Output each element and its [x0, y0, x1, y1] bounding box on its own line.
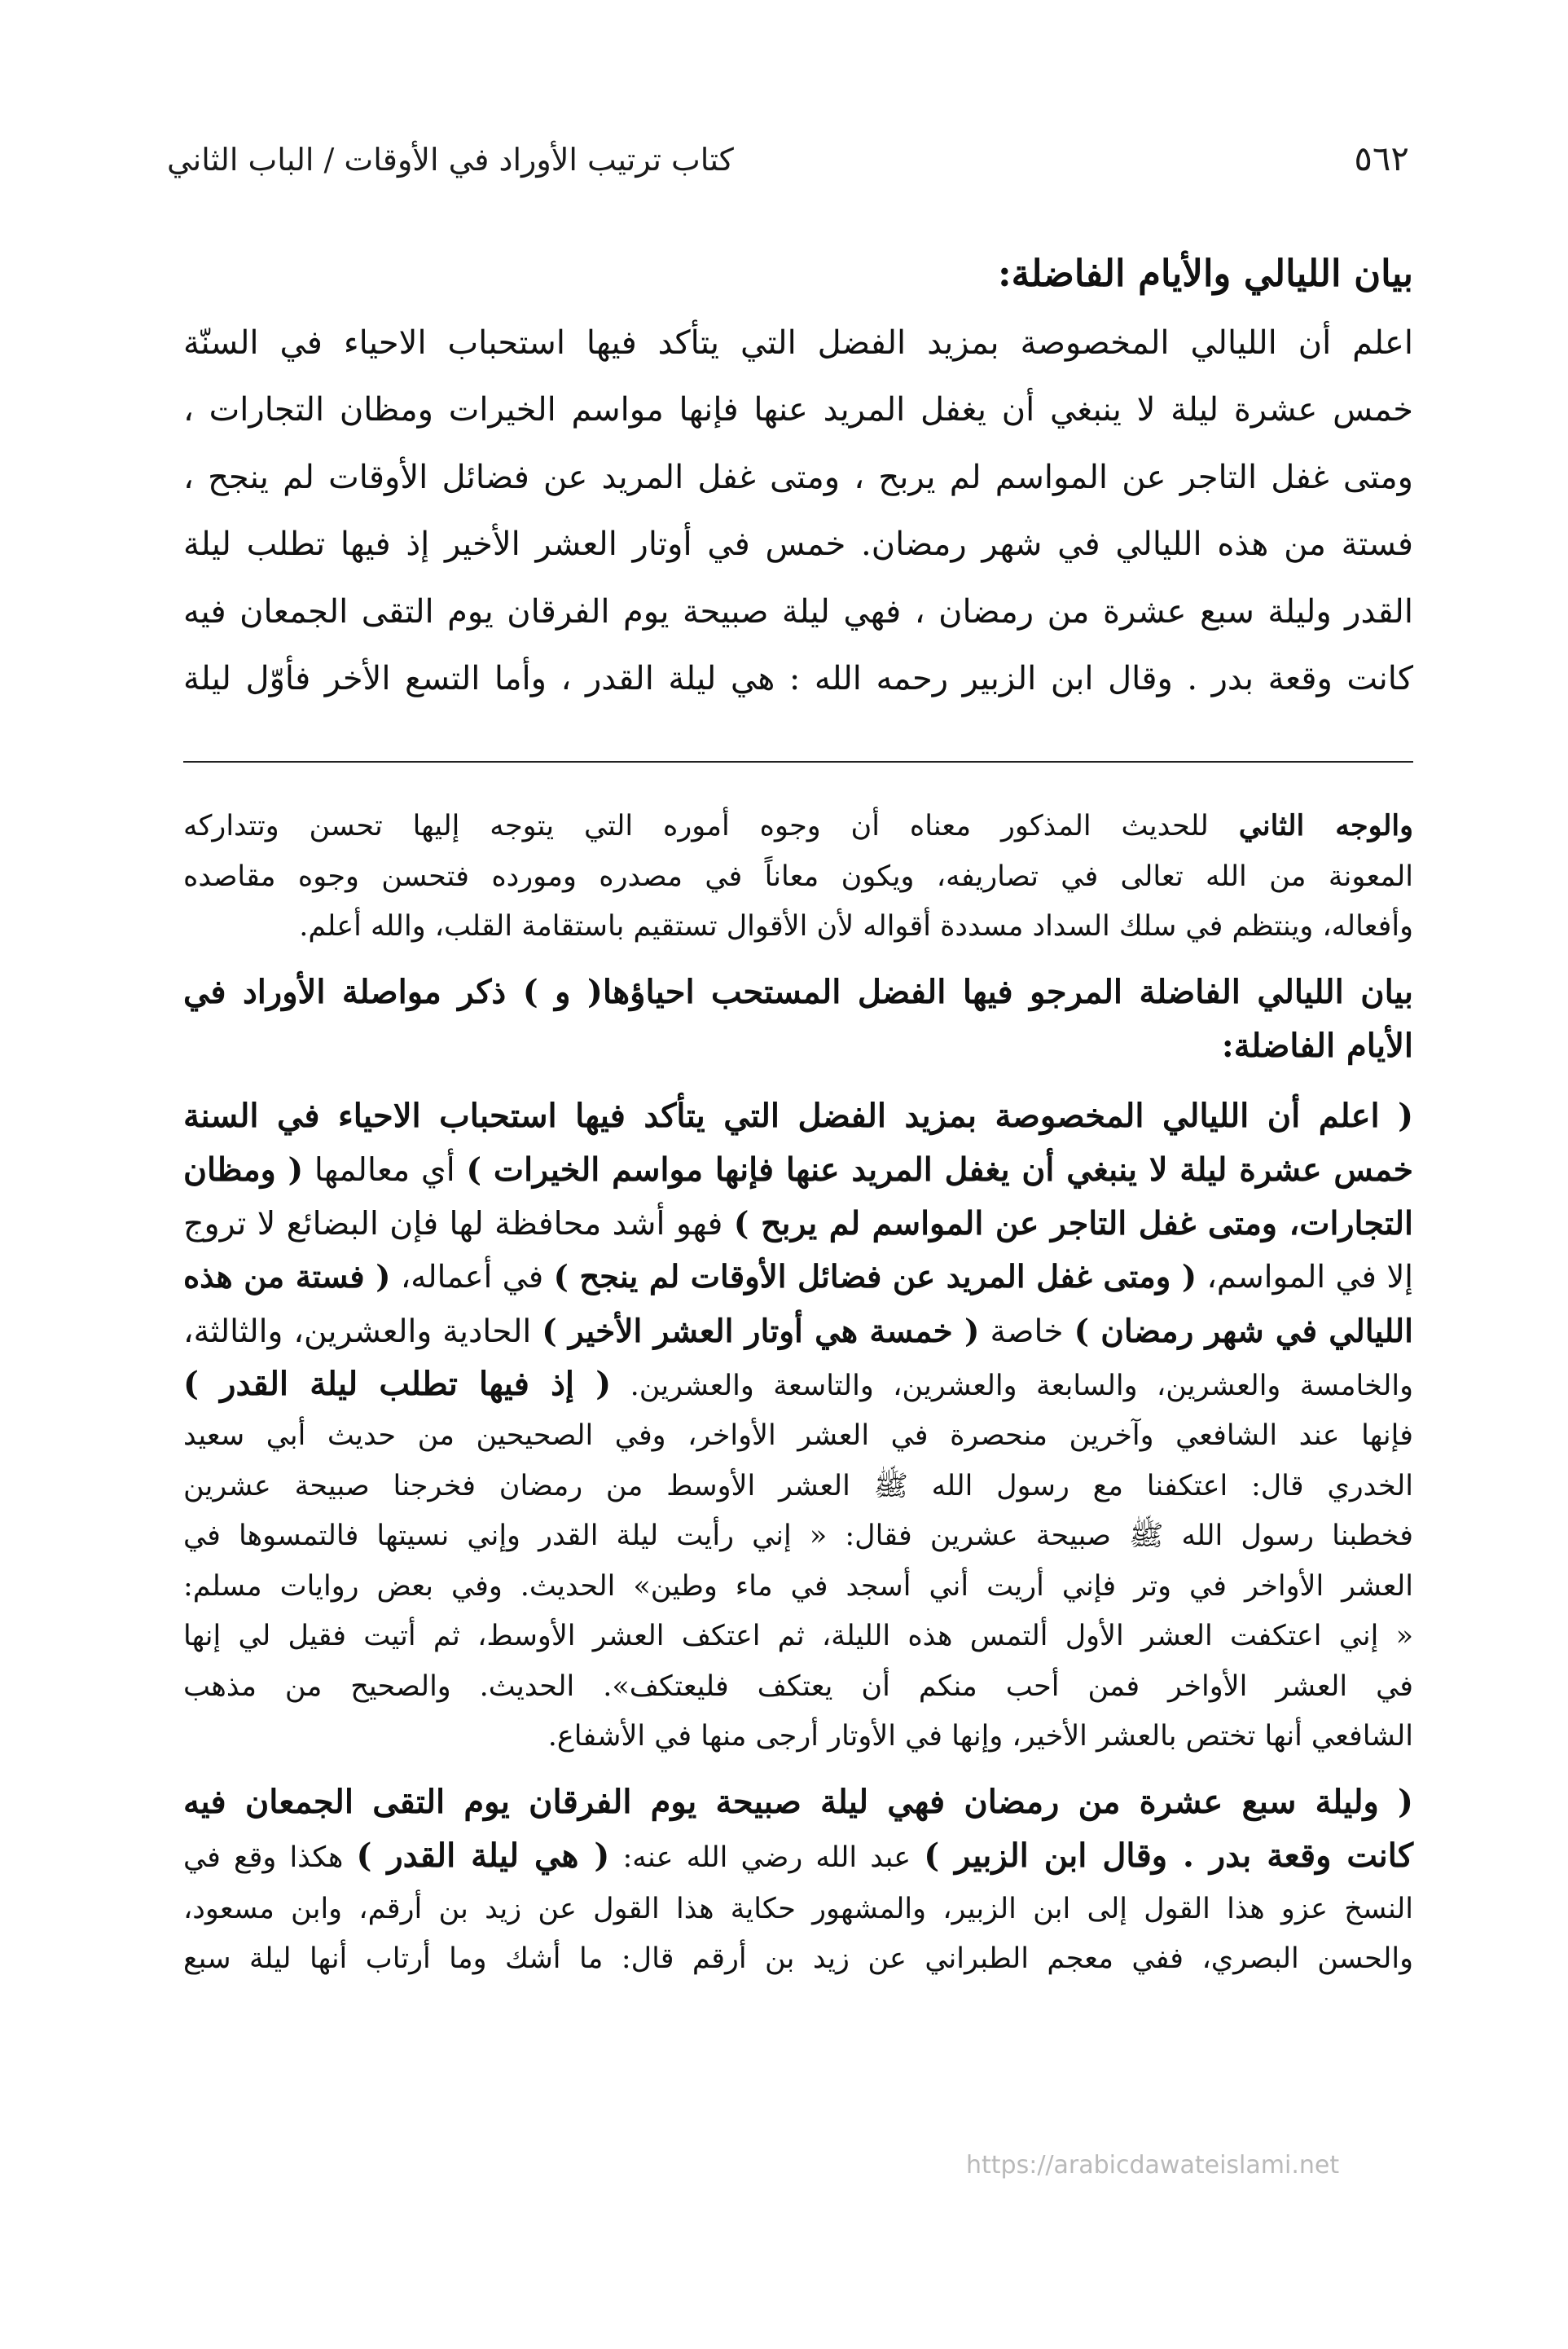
commentary-heading: الأيام الفاضلة:	[1221, 1026, 1413, 1065]
main-text-line: كانت وقعة بدر . وقال ابن الزبير رحمه الله : هي ليلة القدر ، وأما التسع الأخر فأوّل ليلة	[183, 660, 1413, 697]
commentary-line: في العشر الأواخر فمن أحب منكم أن يعتكف فليعتكف». الحديث. والصحيح من مذهب	[183, 1669, 1413, 1703]
commentary-text: هكذا وقع في	[183, 1841, 357, 1874]
commentary-text: في أعماله،	[390, 1258, 554, 1295]
commentary-line: والحسن البصري، ففي معجم الطبراني عن زيد بن أرقم قال: ما أشك وما أرتاب أنها ليلة سبع	[183, 1942, 1413, 1975]
quoted-text: ( إذ فيها تطلب ليلة القدر )	[183, 1364, 612, 1403]
commentary	[183, 801, 1413, 1985]
section-heading: بيان الليالي والأيام الفاضلة:	[997, 252, 1413, 295]
commentary-line: النسخ عزو هذا القول إلى ابن الزبير، والمشهور حكاية هذا القول عن زيد بن أرقم، وابن مسعود،	[183, 1892, 1413, 1925]
commentary-text: خاصة	[979, 1313, 1074, 1350]
commentary-line	[183, 1304, 1413, 1359]
commentary-line	[183, 801, 1413, 852]
section-divider	[183, 761, 1413, 763]
commentary-line	[183, 1251, 1413, 1304]
spacer	[183, 952, 1413, 966]
page-number: ٥٦٢	[1354, 138, 1409, 178]
commentary-line	[183, 1359, 1413, 1412]
main-text-line: اعلم أن الليالي المخصوصة بمزيد الفضل التي يتأكد فيها استحباب الاحياء في السنّة	[183, 323, 1413, 362]
running-title: كتاب ترتيب الأوراد في الأوقات / الباب الثاني	[167, 142, 734, 178]
lead-phrase: والوجه الثاني	[1238, 809, 1413, 842]
commentary-text: والخامسة والعشرين، والسابعة والعشرين، والتاسعة والعشرين.	[611, 1369, 1414, 1402]
commentary-line: ( اعلم أن الليالي المخصوصة بمزيد الفضل التي يتأكد فيها استحباب الاحياء في السنة	[183, 1096, 1414, 1135]
commentary-line: فإنها عند الشافعي وآخرين منحصرة في العشر الأواخر، وفي الصحيحين من حديث أبي سعيد	[183, 1419, 1413, 1452]
commentary-text: فهو أشد محافظة لها فإن البضائع لا تروج	[183, 1204, 734, 1243]
quoted-text: ( ومظان	[183, 1150, 304, 1189]
commentary-line	[183, 1197, 1413, 1251]
commentary-line: وأفعاله، وينتظم في سلك السداد مسددة أقواله لأن الأقوال تستقيم باستقامة القلب، والله أعلم.	[299, 910, 1413, 943]
spacer	[183, 1073, 1413, 1089]
commentary-line: العشر الأواخر في وتر فإني أريت أني أسجد في ماء وطين» الحديث. وفي بعض روايات مسلم:	[183, 1569, 1413, 1603]
main-text-line: فستة من هذه الليالي في شهر رمضان. خمس في أوتار العشر الأخير إذ فيها تطلب ليلة	[183, 526, 1414, 563]
commentary-text: إلا في المواسم،	[1197, 1258, 1413, 1295]
commentary-line: المعونة من الله تعالى في تصاريفه، ويكون معاناً في مصدره ومورده فتحسن وجوه مقاصده	[183, 860, 1413, 893]
quoted-text: التجارات، ومتى غفل التاجر عن المواسم لم يربح )	[733, 1204, 1413, 1243]
spacer	[183, 1762, 1413, 1775]
quoted-text: خمس عشرة ليلة لا ينبغي أن يغفل المريد عنها فإنها مواسم الخيرات )	[466, 1150, 1413, 1189]
commentary-text: للحديث المذكور معناه أن وجوه أموره التي يتوجه إليها تحسن وتتداركه	[183, 810, 1239, 842]
quoted-text: ( خمسة هي أوتار العشر الأخير )	[542, 1312, 980, 1350]
main-text-line: خمس عشرة ليلة لا ينبغي أن يغفل المريد عنها فإنها مواسم الخيرات ومظان التجارات ،	[183, 391, 1413, 429]
watermark-url: https://arabicdawateislami.net	[966, 2151, 1340, 2180]
commentary-line	[183, 1829, 1413, 1885]
commentary-line: « إني اعتكفت العشر الأول ألتمس هذه الليلة، ثم اعتكف العشر الأوسط، ثم أتيت فقيل لي إنها	[183, 1620, 1413, 1652]
commentary-text: الحادية والعشرين، والثالثة،	[183, 1313, 542, 1350]
commentary-line: فخطبنا رسول الله ﷺ صبيحة عشرين فقال: « إني رأيت ليلة القدر وإني نسيتها فالتمسوها في	[183, 1520, 1413, 1552]
commentary-line: ( وليلة سبع عشرة من رمضان فهي ليلة صبيحة يوم الفرقان يوم التقى الجمعان فيه	[183, 1782, 1413, 1821]
commentary-line: الخدري قال: اعتكفنا مع رسول الله ﷺ العشر الأوسط من رمضان فخرجنا صبيحة عشرين	[183, 1469, 1413, 1502]
quoted-text: ( فستة من هذه	[183, 1258, 391, 1295]
main-text-line: القدر وليلة سبع عشرة من رمضان ، فهي ليلة صبيحة يوم الفرقان يوم التقى الجمعان فيه	[183, 592, 1413, 631]
page-header	[167, 122, 1409, 179]
main-text	[183, 246, 1413, 713]
commentary-heading: بيان الليالي الفاضلة المرجو فيها الفضل المستحب احياؤها( و ) ذكر مواصلة الأوراد في	[183, 972, 1413, 1011]
quoted-text: الليالي في شهر رمضان )	[1074, 1312, 1413, 1350]
commentary-line	[183, 1143, 1413, 1197]
main-text-line: ومتى غفل التاجر عن المواسم لم يربح ، ومتى غفل المريد عن فضائل الأوقات لم ينجح ،	[183, 458, 1413, 496]
commentary-text: عبد الله رضي الله عنه:	[609, 1841, 925, 1874]
commentary-line: الشافعي أنها تختص بالعشر الأخير، وإنها في الأوتار أرجى منها في الأشفاع.	[547, 1720, 1413, 1753]
quoted-text: كانت وقعة بدر . وقال ابن الزبير )	[924, 1836, 1413, 1875]
quoted-text: ( ومتى غفل المريد عن فضائل الأوقات لم ينجح )	[553, 1258, 1197, 1295]
quoted-text: ( هي ليلة القدر )	[356, 1836, 610, 1875]
commentary-text: أي معالمها	[303, 1150, 467, 1189]
